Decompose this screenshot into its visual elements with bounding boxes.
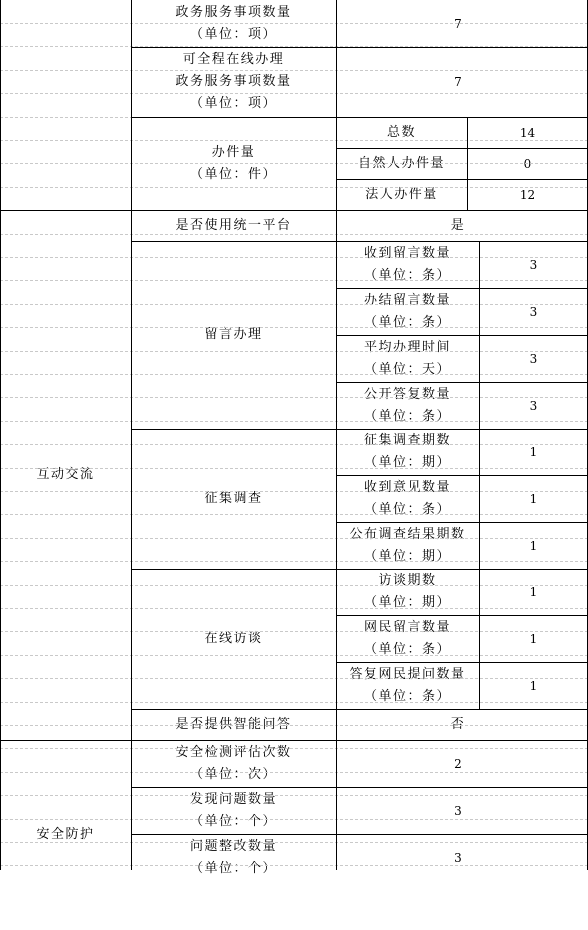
interviews-replies-value: 1 xyxy=(529,678,538,693)
handling-legal-label: 法人办件量 xyxy=(365,186,438,202)
table-gridline-dashed xyxy=(0,514,588,515)
table-gridline-dashed xyxy=(0,468,588,469)
table-gridline-dashed xyxy=(0,678,588,679)
table-gridline-dashed xyxy=(0,491,588,492)
surveys-opinions-label: 收到意见数量 （单位：条） xyxy=(363,479,451,517)
table-gridline-dashed xyxy=(0,538,588,539)
handling-total-label: 总数 xyxy=(386,124,416,140)
table-gridline-dashed xyxy=(0,163,588,164)
surveys-results-label: 公布调查结果期数 （单位：期） xyxy=(349,526,466,564)
table-gridline-dashed xyxy=(0,819,588,820)
table-gridline-dashed xyxy=(0,655,588,656)
gov-items-value: 7 xyxy=(454,16,462,31)
table-gridline-dashed xyxy=(0,725,588,726)
table-border-h xyxy=(131,787,588,788)
surveys-periods-label: 征集调查期数 （单位：期） xyxy=(363,433,451,470)
surveys-opinions-value: 1 xyxy=(529,491,538,506)
table-gridline-dashed xyxy=(0,631,588,632)
security-section-label: 安全防护 xyxy=(36,827,95,842)
handling-volume-label: 办件量 （单位：件） xyxy=(189,144,277,182)
handling-total-value: 14 xyxy=(519,125,536,140)
table-gridline-dashed xyxy=(0,374,588,375)
table-gridline-dashed xyxy=(0,187,588,188)
interviews-periods-label: 访谈期数 （单位：期） xyxy=(363,573,451,610)
gov-items-label: 政务服务事项数量 （单位：项） xyxy=(175,4,292,42)
table-gridline-dashed xyxy=(0,748,588,749)
table-gridline-dashed xyxy=(0,444,588,445)
online-items-value: 7 xyxy=(454,75,462,89)
smart-qa-value: 否 xyxy=(450,716,466,732)
messages-public-reply-value: 3 xyxy=(529,398,538,413)
table-border-h xyxy=(336,148,588,149)
table-gridline-dashed xyxy=(0,304,588,305)
table-border-h xyxy=(336,522,588,523)
messages-received-value: 3 xyxy=(529,257,538,272)
table-border-h xyxy=(131,47,588,48)
table-gridline-dashed xyxy=(0,140,588,141)
table-border-h xyxy=(336,615,588,616)
table-gridline-dashed xyxy=(0,702,588,703)
table-gridline-dashed xyxy=(0,257,588,258)
table-gridline-dashed xyxy=(0,93,588,94)
table-border-h xyxy=(131,834,588,835)
surveys-results-value: 1 xyxy=(529,538,538,553)
table-border-h xyxy=(336,179,588,180)
security-issues-fixed-value: 3 xyxy=(454,850,462,865)
surveys-label: 征集调查 xyxy=(204,491,263,506)
table-gridline-dashed xyxy=(0,280,588,281)
security-issues-found-label: 发现问题数量 （单位：个） xyxy=(189,791,277,829)
unified-platform-value: 是 xyxy=(450,217,466,233)
online-items-label: 可全程在线办理 政务服务事项数量 （单位：项） xyxy=(175,52,292,111)
unified-platform-label: 是否使用统一平台 xyxy=(175,217,292,233)
table-border-h xyxy=(336,335,588,336)
handling-natural-label: 自然人办件量 xyxy=(357,155,445,171)
messages-avg-time-label: 平均办理时间 （单位：天） xyxy=(363,339,451,377)
surveys-periods-value: 1 xyxy=(529,445,538,459)
interviews-label: 在线访谈 xyxy=(204,631,263,646)
table-gridline-dashed xyxy=(0,608,588,609)
messages-closed-label: 办结留言数量 （单位：条） xyxy=(363,292,451,330)
messages-avg-time-value: 3 xyxy=(529,351,538,366)
table-border-h xyxy=(131,709,588,710)
table-gridline-dashed xyxy=(0,795,588,796)
table-gridline-dashed xyxy=(0,865,588,866)
table-gridline-dashed xyxy=(0,23,588,24)
table-border-h xyxy=(0,740,588,741)
table-border-v xyxy=(467,117,468,210)
table-gridline-dashed xyxy=(0,561,588,562)
table-border-h xyxy=(336,662,588,663)
table-gridline-dashed xyxy=(0,397,588,398)
security-issues-found-value: 3 xyxy=(454,803,462,818)
table-border-h xyxy=(336,382,588,383)
table-gridline-dashed xyxy=(0,421,588,422)
messages-closed-value: 3 xyxy=(529,304,538,319)
handling-natural-value: 0 xyxy=(523,156,532,171)
table-gridline-dashed xyxy=(0,585,588,586)
interviews-replies-label: 答复网民提问数量 （单位：条） xyxy=(349,666,466,704)
table-gridline-dashed xyxy=(0,234,588,235)
interviews-messages-value: 1 xyxy=(529,631,538,646)
interaction-section-label: 互动交流 xyxy=(36,467,95,482)
smart-qa-label: 是否提供智能问答 xyxy=(175,716,292,732)
table-border-h xyxy=(336,475,588,476)
interviews-periods-value: 1 xyxy=(529,585,538,599)
table-gridline-dashed xyxy=(0,351,588,352)
table-border-h xyxy=(131,241,588,242)
handling-legal-value: 12 xyxy=(519,187,536,202)
table-border-h xyxy=(131,569,588,570)
table-border-h xyxy=(0,210,588,211)
table-border-h xyxy=(336,288,588,289)
security-checks-label: 安全检测评估次数 （单位：次） xyxy=(175,744,292,782)
messages-label: 留言办理 xyxy=(204,327,263,342)
security-checks-value: 2 xyxy=(454,756,462,771)
messages-public-reply-label: 公开答复数量 （单位：条） xyxy=(363,386,451,424)
table-gridline-dashed xyxy=(0,772,588,773)
table-border-h xyxy=(131,429,588,430)
table-gridline-dashed xyxy=(0,327,588,328)
messages-received-label: 收到留言数量 （单位：条） xyxy=(363,245,451,283)
table-border-h xyxy=(131,117,588,118)
table-gridline-dashed xyxy=(0,842,588,843)
interviews-messages-label: 网民留言数量 （单位：条） xyxy=(363,619,451,657)
security-issues-fixed-label: 问题整改数量 （单位：个） xyxy=(189,838,277,876)
table-gridline-dashed xyxy=(0,70,588,71)
